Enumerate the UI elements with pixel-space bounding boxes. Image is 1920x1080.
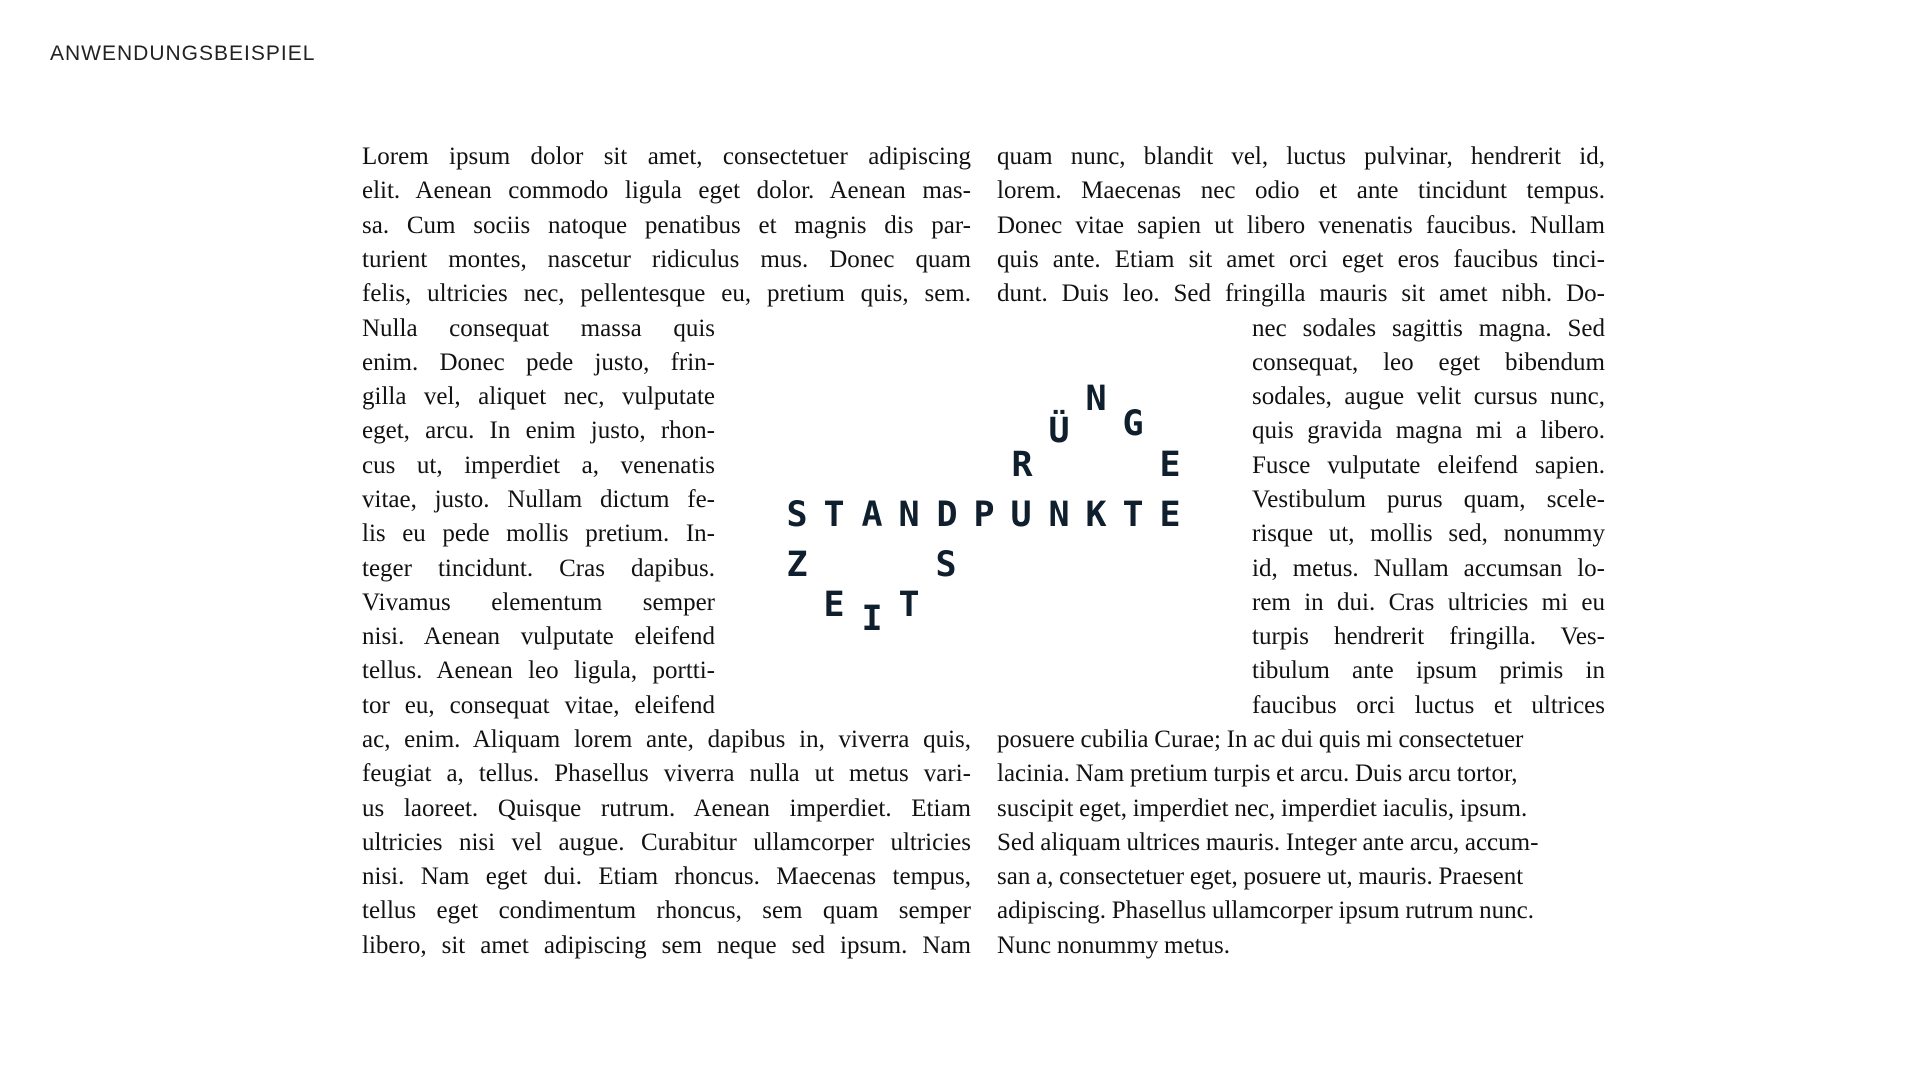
logo-letter: T	[823, 495, 845, 535]
text-line: nisi. Aenean vulputate eleifend	[362, 623, 715, 651]
logo-letter: S	[786, 495, 808, 535]
text-line: enim. Donec pede justo, frin-	[362, 348, 715, 376]
right-column-top-paragraph	[997, 140, 1605, 311]
logo-letter: I	[861, 599, 883, 639]
text-line: quis ante. Etiam sit amet orci eget eros faucibus tinci-	[997, 245, 1605, 273]
logo-letter: E	[823, 585, 845, 625]
text-line: feugiat a, tellus. Phasellus viverra nulla ut metus vari-	[362, 760, 971, 788]
logo-letter: T	[898, 585, 920, 625]
text-line: us laoreet. Quisque rutrum. Aenean imperdiet. Etiam	[362, 794, 971, 822]
text-line: eget, arcu. In enim justo, rhon-	[362, 417, 715, 445]
logo-letter: N	[1048, 495, 1070, 535]
text-line: libero, sit amet adipiscing sem neque sed ipsum. Nam	[362, 931, 971, 959]
text-line: risque ut, mollis sed, nonummy	[1252, 520, 1605, 548]
text-line: lis eu pede mollis pretium. In-	[362, 520, 715, 548]
logo-letter: P	[973, 495, 995, 535]
text-line: adipiscing. Phasellus ullamcorper ipsum rutrum nunc.	[997, 897, 1534, 925]
text-line: lorem. Maecenas nec odio et ante tincidunt tempus.	[997, 177, 1605, 205]
text-line: tellus eget condimentum rhoncus, sem quam semper	[362, 897, 971, 925]
text-line: vitae, justo. Nullam dictum fe-	[362, 485, 715, 513]
right-column-wrap-paragraph	[1252, 312, 1605, 724]
text-line: Lorem ipsum dolor sit amet, consectetuer adipiscing	[362, 143, 971, 170]
text-line: Nunc nonummy metus.	[997, 931, 1231, 959]
text-line: quis gravida magna mi a libero.	[1252, 417, 1605, 445]
text-line: turpis hendrerit fringilla. Ves-	[1252, 623, 1605, 651]
text-line: quam nunc, blandit vel, luctus pulvinar, hendrerit id,	[997, 143, 1605, 170]
text-line: cus ut, imperdiet a, venenatis	[362, 451, 715, 479]
logo-letter: Z	[786, 545, 808, 585]
text-line: Vivamus elementum semper	[362, 588, 715, 616]
text-line: suscipit eget, imperdiet nec, imperdiet iaculis, ipsum.	[997, 794, 1528, 822]
logo-letter: E	[1159, 495, 1181, 535]
text-line: teger tincidunt. Cras dapibus.	[362, 554, 715, 582]
text-line: Sed aliquam ultrices mauris. Integer ante arcu, accum-	[997, 828, 1539, 856]
logo-letter: U	[1010, 495, 1032, 535]
logo-letter: E	[1159, 445, 1181, 485]
text-line: sa. Cum sociis natoque penatibus et magnis dis par-	[362, 211, 971, 239]
logo-letter: A	[861, 495, 883, 535]
logo-letter: G	[1122, 404, 1144, 444]
text-line: ultricies nisi vel augue. Curabitur ullamcorper ultricies	[362, 828, 971, 856]
text-line: Donec vitae sapien ut libero venenatis faucibus. Nullam	[997, 211, 1605, 239]
text-line: gilla vel, aliquet nec, vulputate	[362, 383, 715, 411]
logo-upper-arc	[1011, 380, 1180, 485]
text-line: felis, ultricies nec, pellentesque eu, pretium quis, sem.	[362, 280, 971, 308]
text-line: id, metus. Nullam accumsan lo-	[1252, 554, 1605, 582]
logo-letter: D	[936, 495, 958, 535]
text-line: tellus. Aenean leo ligula, portti-	[362, 657, 715, 685]
text-line: nec sodales sagittis magna. Sed	[1252, 314, 1605, 342]
logo-letter: R	[1011, 445, 1033, 485]
text-line: consequat, leo eget bibendum	[1252, 348, 1605, 376]
right-column-bottom-paragraph	[997, 723, 1605, 963]
logo-letter: T	[1122, 495, 1144, 535]
left-column-top-paragraph	[362, 140, 971, 311]
text-line: dunt. Duis leo. Sed fringilla mauris sit amet nibh. Do-	[997, 280, 1605, 308]
text-line: san a, consectetuer eget, posuere ut, mauris. Praesent	[997, 863, 1524, 891]
text-line: ac, enim. Aliquam lorem ante, dapibus in, viverra quis,	[362, 726, 971, 753]
left-column-wrap-paragraph	[362, 312, 715, 724]
logo-letter: K	[1085, 495, 1107, 535]
section-label: ANWENDUNGSBEISPIEL	[50, 42, 316, 65]
text-line: nisi. Nam eget dui. Etiam rhoncus. Maecenas tempus,	[362, 863, 971, 891]
logo-main-word	[786, 495, 1180, 535]
left-column-bottom-paragraph	[362, 723, 971, 963]
logo-letter: N	[1085, 380, 1107, 419]
logo-lower-arc	[786, 545, 956, 639]
text-line: Nulla consequat massa quis	[362, 314, 715, 342]
text-line: lacinia. Nam pretium turpis et arcu. Duis arcu tortor,	[997, 760, 1518, 788]
text-line: Fusce vulputate eleifend sapien.	[1252, 451, 1605, 479]
text-line: faucibus orci luctus et ultrices	[1252, 691, 1605, 719]
text-line: tibulum ante ipsum primis in	[1252, 657, 1605, 685]
logo-letter: N	[898, 495, 920, 535]
text-line: Vestibulum purus quam, scele-	[1252, 485, 1605, 513]
text-line: rem in dui. Cras ultricies mi eu	[1252, 588, 1605, 616]
text-line: turient montes, nascetur ridiculus mus. Donec quam	[362, 245, 971, 273]
text-line: elit. Aenean commodo ligula eget dolor. Aenean mas-	[362, 177, 971, 205]
logo-letter: S	[935, 545, 957, 585]
standpunkte-logo	[778, 380, 1198, 650]
logo-letter: Ü	[1048, 411, 1070, 451]
text-line: posuere cubilia Curae; In ac dui quis mi consectetuer	[997, 726, 1524, 753]
text-line: sodales, augue velit cursus nunc,	[1252, 383, 1605, 411]
text-line: tor eu, consequat vitae, eleifend	[362, 691, 715, 719]
